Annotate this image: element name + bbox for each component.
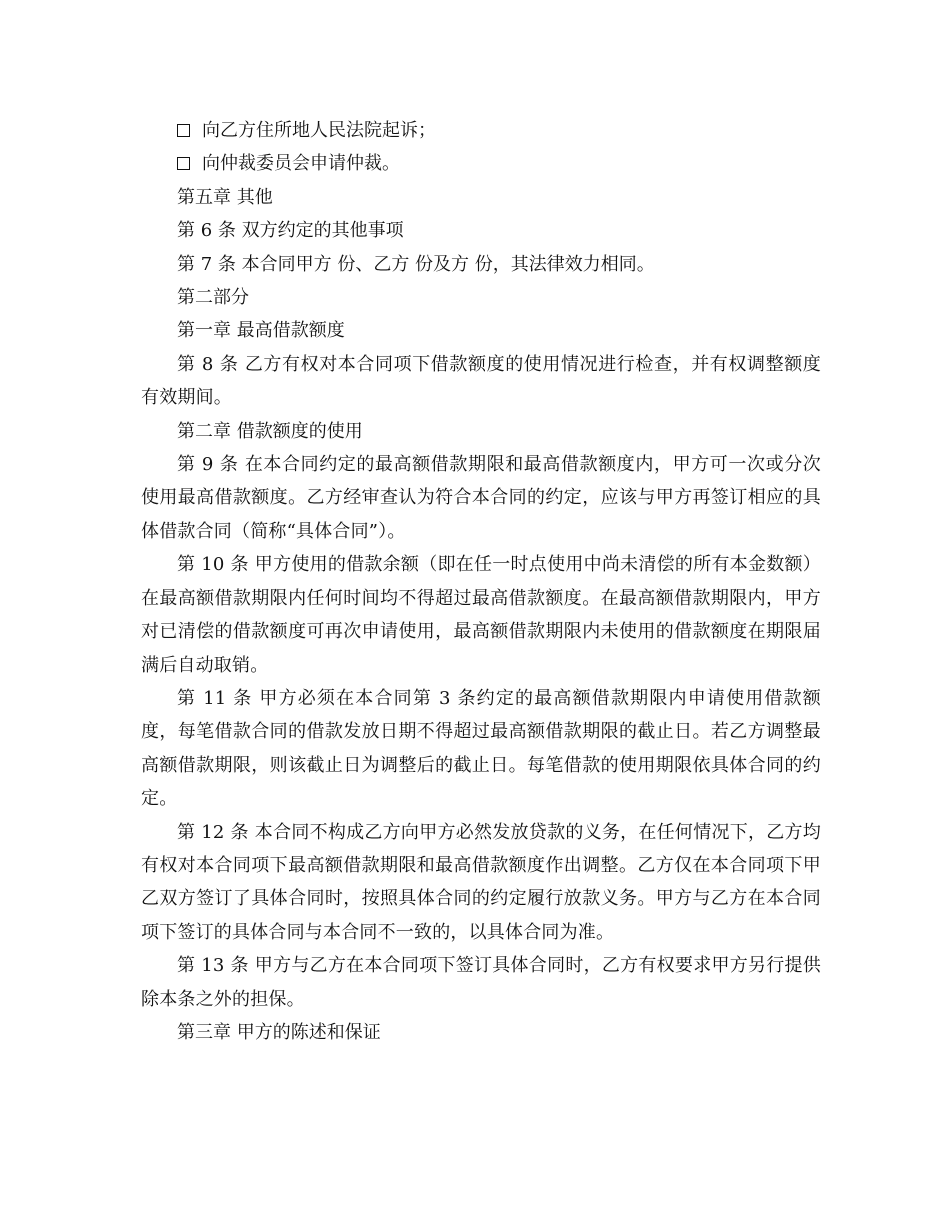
article-8: 第 8 条 乙方有权对本合同项下借款额度的使用情况进行检查，并有权调整额度有效期间。 bbox=[141, 353, 821, 409]
checkbox-icon[interactable] bbox=[177, 124, 190, 137]
dispute-option-court-label: 向乙方住所地人民法院起诉； bbox=[202, 120, 436, 141]
chapter-2-heading: 第二章 借款额度的使用 bbox=[177, 420, 363, 442]
article-13: 第 13 条 甲方与乙方在本合同项下签订具体合同时，乙方有权要求甲方另行提供除本条之外的担保。 bbox=[141, 955, 821, 1010]
chapter-3-heading: 第三章 甲方的陈述和保证 bbox=[177, 1021, 381, 1043]
dispute-option-court bbox=[141, 114, 821, 147]
part-2-heading: 第二部分 bbox=[177, 287, 249, 309]
article-9: 第 9 条 在本合同约定的最高额借款期限和最高借款额度内，甲方可一次或分次使用最高借款额度。乙方经审查认为符合本合同的约定，应该与甲方再签订相应的具体借款合同（简称“具体合同”）。 bbox=[141, 454, 821, 542]
article-7: 第 7 条 本合同甲方 份、乙方 份及方 份，其法律效力相同。 bbox=[177, 253, 655, 275]
document-body bbox=[141, 114, 821, 1049]
dispute-option-arbitration bbox=[141, 147, 821, 180]
article-6: 第 6 条 双方约定的其他事项 bbox=[177, 220, 404, 242]
article-10: 第 10 条 甲方使用的借款余额（即在任一时点使用中尚未清偿的所有本金数额）在最高额借款期限内任何时间均不得超过最高借款额度。在最高额借款期限内，甲方对已清偿的借款额度可再次申请使用，最高额借款期限内未使用的借款额度在期限届满后自动取销。 bbox=[141, 554, 821, 676]
chapter-1-heading: 第一章 最高借款额度 bbox=[177, 320, 345, 342]
article-12: 第 12 条 本合同不构成乙方向甲方必然发放贷款的义务，在任何情况下，乙方均有权对本合同项下最高额借款期限和最高借款额度作出调整。乙方仅在本合同项下甲乙双方签订了具体合同时，按照具体合同的约定履行放款义务。甲方与乙方在本合同项下签订的具体合同与本合同不一致的，以具体合同为准。 bbox=[141, 821, 821, 943]
checkbox-icon[interactable] bbox=[177, 157, 190, 170]
article-11: 第 11 条 甲方必须在本合同第 3 条约定的最高额借款期限内申请使用借款额度，每笔借款合同的借款发放日期不得超过最高额借款期限的截止日。若乙方调整最高额借款期限，则该截止日为调整后的截止日。每笔借款的使用期限依具体合同的约定。 bbox=[141, 687, 821, 810]
chapter-5-heading: 第五章 其他 bbox=[177, 186, 273, 208]
dispute-option-arbitration-label: 向仲裁委员会申请仲裁。 bbox=[202, 153, 400, 175]
